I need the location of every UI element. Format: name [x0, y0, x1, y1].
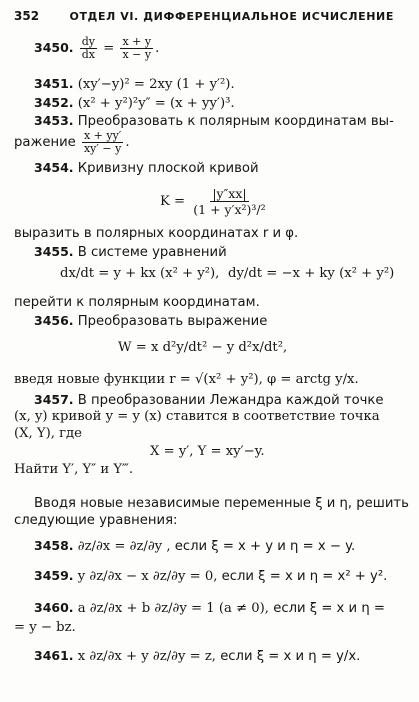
problem-condition: если ξ = x и η = x² + y². [221, 569, 388, 584]
header-title: ОТДЕЛ VI. ДИФФЕРЕНЦИАЛЬНОЕ ИСЧИСЛЕНИЕ [69, 10, 394, 23]
problem-equation: ∂z/∂x = ∂z/∂y , [77, 539, 171, 554]
problem-3453 [34, 113, 394, 130]
system-equation-2: dy/dt = −x + ky (x² + y²) [228, 266, 395, 281]
problem-3454 [34, 160, 259, 177]
fraction-curvature: $\frac{|y''xx|}{\text{(1 + y′x²)³/²}}$ [193, 186, 266, 217]
problem-equation: a ∂z/∂x + b ∂z/∂y = 1 (a ≠ 0), [77, 601, 270, 616]
problem-3456 [34, 313, 267, 330]
fraction-rhs: $\frac{x + y}{x - y}$ [122, 35, 152, 61]
problem-3452 [34, 95, 235, 112]
problem-equation: y ∂z/∂x − x ∂z/∂y = 0, [77, 569, 218, 584]
problem-3457-line3: (X, Y), где [14, 426, 82, 441]
problem-condition: если ξ = x + y и η = x − y. [174, 539, 356, 554]
problem-3457-line4: Найти Y′, Y″ и Y‴. [14, 462, 134, 477]
problem-3456-cont: введя новые функции r = √(x² + y²), φ = arctg y/x. [14, 372, 359, 387]
problem-number: 3461. [34, 648, 74, 663]
problem-number: 3458. [34, 538, 74, 553]
problem-number: 3459. [34, 568, 74, 583]
legendre-formula: X = y′, Y = xy′−y. [150, 444, 265, 459]
problem-condition: если ξ = x и η = y/x. [220, 649, 361, 664]
problem-3460 [34, 600, 385, 617]
problem-3451 [34, 76, 235, 93]
problem-number: 3454. [34, 160, 74, 175]
problem-3454-cont [14, 226, 298, 242]
fraction-3453: $\frac{x + yy'}{xy' - y}$ [83, 129, 122, 155]
problem-text: Преобразовать к полярным координатам вы- [77, 114, 394, 129]
problem-3453-cont: ражение $\frac{x + yy'}{xy' - y}$ . [14, 129, 130, 155]
running-header [14, 8, 394, 25]
problem-3455 [34, 244, 227, 261]
problem-text: В преобразовании Лежандра каждой точке [77, 393, 384, 408]
problem-number: 3456. [34, 313, 74, 328]
problem-equation: x ∂z/∂x + y ∂z/∂y = z, [77, 649, 216, 664]
problem-text: ражение [14, 135, 76, 150]
problem-3459 [34, 568, 387, 585]
problem-number: 3457. [34, 392, 74, 407]
problem-3455-cont [14, 295, 260, 311]
problem-number: 3453. [34, 113, 74, 128]
problem-number: 3450. [34, 40, 74, 55]
problem-3458 [34, 538, 355, 555]
problem-text: (xy′−y)² = 2xy (1 + y′²). [77, 77, 235, 92]
problem-text: В системе уравнений [77, 245, 227, 260]
page-number: 352 [14, 9, 40, 23]
problem-text: Кривизну плоской кривой [77, 161, 259, 176]
problem-3460-cont: = y − bz. [14, 620, 76, 635]
problem-text: Преобразовать выражение [77, 314, 268, 329]
curvature-formula: K = $\frac{|y''xx|}{\text{(1 + y′x²)³/²}}$ [160, 186, 266, 217]
problem-number: 3455. [34, 244, 74, 259]
problem-number: 3460. [34, 600, 74, 615]
fraction-dy-dx: $\frac{dy}{dx}$ [81, 35, 96, 61]
problem-text: перейти к полярным координатам. [14, 295, 260, 310]
section-intro: Вводя новые независимые переменные ξ и η, решить [34, 496, 409, 511]
problem-number: 3451. [34, 76, 74, 91]
problem-text: (x² + y²)²y″ = (x + yy′)³. [77, 96, 235, 111]
problem-3457-line2: (x, y) кривой y = y (x) ставится в соответствие точка [14, 409, 380, 424]
section-intro-line2: следующие уравнения: [14, 513, 178, 528]
w-formula: W = x d²y/dt² − y d²x/dt², [118, 340, 288, 355]
system-equation-1: dx/dt = y + kx (x² + y²), [60, 266, 220, 281]
problem-text: выразить в полярных координатах r и φ. [14, 226, 299, 241]
problem-condition: если ξ = x и η = [273, 601, 385, 616]
problem-number: 3452. [34, 95, 74, 110]
problem-3461 [34, 648, 360, 665]
problem-3457 [34, 392, 384, 409]
problem-3450: 3450. $\frac{dy}{dx}$ = $\frac{x + y}{x - y}$ . [34, 35, 160, 61]
